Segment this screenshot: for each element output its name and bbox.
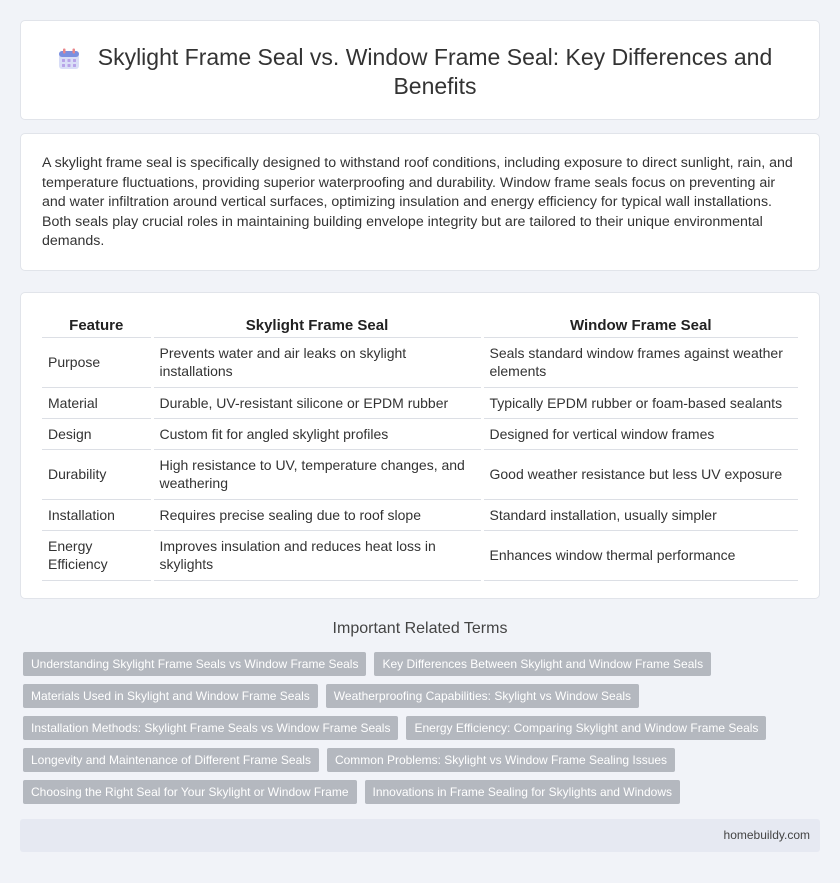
feature-cell: Material [42,387,152,418]
skylight-cell: High resistance to UV, temperature changes, and weathering [152,449,482,499]
related-term-tag[interactable]: Key Differences Between Skylight and Window Frame Seals [374,652,711,676]
footer-site-link[interactable]: homebuildy.com [723,828,810,842]
related-term-tag[interactable]: Weatherproofing Capabilities: Skylight vs Window Seals [326,684,639,708]
footer [20,819,820,852]
skylight-cell: Durable, UV-resistant silicone or EPDM rubber [152,387,482,418]
window-cell: Designed for vertical window frames [482,418,798,449]
table-row [42,337,798,387]
related-term-tag[interactable]: Understanding Skylight Frame Seals vs Window Frame Seals [23,652,366,676]
related-term-tag[interactable]: Materials Used in Skylight and Window Frame Seals [23,684,318,708]
feature-cell: Installation [42,499,152,530]
title-card [20,20,820,120]
table-row [42,418,798,449]
feature-cell: Durability [42,449,152,499]
comparison-table [42,315,798,581]
window-cell: Good weather resistance but less UV exposure [482,449,798,499]
related-term-tag[interactable]: Longevity and Maintenance of Different Frame Seals [23,748,319,772]
page-title: Skylight Frame Seal vs. Window Frame Seal: Key Differences and Benefits [97,44,773,99]
feature-cell: Purpose [42,337,152,387]
table-row [42,449,798,499]
window-cell: Standard installation, usually simpler [482,499,798,530]
feature-cell: Energy Efficiency [42,530,152,580]
comparison-card [20,292,820,599]
related-term-tag[interactable]: Choosing the Right Seal for Your Skylight or Window Frame [23,780,357,804]
table-header-row [42,315,798,337]
tag-row [23,652,823,676]
tag-row [23,748,823,772]
related-terms-list [23,652,823,812]
tag-row [23,684,823,708]
related-terms-title: Important Related Terms [332,620,508,637]
related-term-tag[interactable]: Energy Efficiency: Comparing Skylight and Window Frame Seals [406,716,766,740]
table-row [42,387,798,418]
skylight-cell: Custom fit for angled skylight profiles [152,418,482,449]
skylight-cell: Requires precise sealing due to roof slope [152,499,482,530]
related-term-tag[interactable]: Common Problems: Skylight vs Window Frame Sealing Issues [327,748,675,772]
tag-row [23,780,823,804]
header-window: Window Frame Seal [482,315,798,337]
related-term-tag[interactable]: Innovations in Frame Sealing for Skylights and Windows [365,780,680,804]
table-row [42,530,798,580]
window-cell: Enhances window thermal performance [482,530,798,580]
intro-paragraph: A skylight frame seal is specifically designed to withstand roof conditions, including exposure to direct sunlight, rain, and temperature fluctuations, providing superior waterproofing and durability. Window frame seals focus on preventing air and water infiltration around vertical surfaces, optimizing insulation and energy efficiency for typical wall installations. Both seals play crucial roles in maintaining building envelope integrity but are tailored to their unique environmental demands. [42,155,793,249]
tag-row [23,716,823,740]
skylight-cell: Prevents water and air leaks on skylight installations [152,337,482,387]
window-cell: Typically EPDM rubber or foam-based sealants [482,387,798,418]
window-cell: Seals standard window frames against weather elements [482,337,798,387]
intro-card [20,133,820,271]
related-term-tag[interactable]: Installation Methods: Skylight Frame Seals vs Window Frame Seals [23,716,398,740]
skylight-cell: Improves insulation and reduces heat loss in skylights [152,530,482,580]
table-row [42,499,798,530]
header-feature: Feature [42,315,152,337]
header-skylight: Skylight Frame Seal [152,315,482,337]
feature-cell: Design [42,418,152,449]
